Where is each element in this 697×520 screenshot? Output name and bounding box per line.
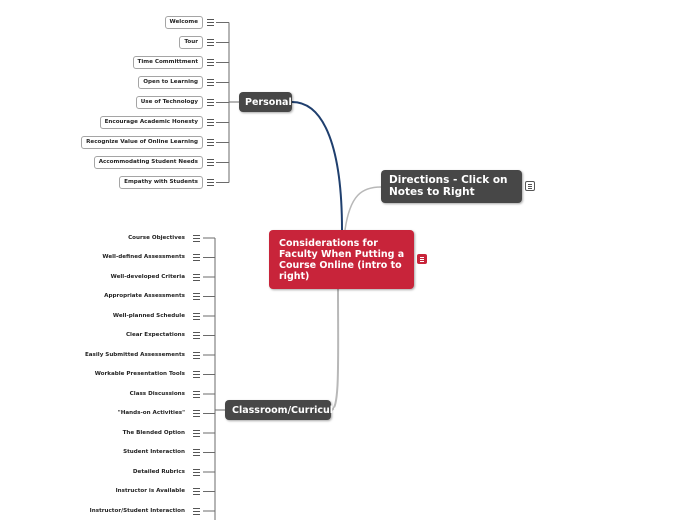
notes-icon[interactable] [207, 59, 214, 66]
central-topic-label: Considerations for Faculty When Putting a Course Online (intro to right) [279, 238, 405, 282]
personal-bus-line [229, 23, 239, 183]
classroom-item-well-planned-schedule[interactable]: Well-planned Schedule [112, 312, 185, 319]
notes-icon[interactable] [207, 39, 214, 46]
personal-item-encourage-academic-honesty[interactable]: Encourage Academic Honesty [100, 116, 203, 129]
notes-icon[interactable] [207, 19, 214, 26]
classroom-item-well-defined-assessments[interactable]: Well-defined Assessments [102, 254, 185, 260]
directions-notes-icon[interactable] [525, 181, 535, 191]
classroom-item-well-developed-criteria[interactable]: Well-developed Criteria [110, 273, 185, 280]
notes-icon[interactable] [193, 410, 200, 417]
notes-icon[interactable] [193, 235, 200, 242]
personal-item-tour[interactable]: Tour [179, 36, 203, 49]
classroom-item-easily-submitted-assessements[interactable]: Easily Submitted Assessements [84, 351, 185, 358]
notes-icon[interactable] [193, 391, 200, 398]
personal-topic[interactable] [239, 92, 292, 112]
notes-icon[interactable] [207, 139, 214, 146]
classroom-item-workable-presentation-tools[interactable]: Workable Presentation Tools [94, 371, 185, 377]
notes-icon[interactable] [207, 79, 214, 86]
directions-topic[interactable] [381, 170, 522, 203]
personal-item-use-of-technology[interactable]: Use of Technology [136, 96, 203, 109]
personal-topic-label: Personal [245, 97, 292, 108]
personal-leaf-links [216, 23, 239, 183]
classroom-leaf-links [203, 238, 225, 520]
classroom-item-student-interaction[interactable]: Student Interaction [123, 449, 185, 455]
notes-icon[interactable] [207, 179, 214, 186]
personal-item-recognize-value-of-online-learning[interactable]: Recognize Value of Online Learning [81, 136, 203, 149]
personal-item-open-to-learning[interactable]: Open to Learning [138, 76, 203, 89]
classroom-item-instructor-is-available[interactable]: Instructor is Available [115, 488, 185, 494]
notes-icon[interactable] [193, 332, 200, 339]
notes-icon[interactable] [193, 293, 200, 300]
notes-icon[interactable] [207, 119, 214, 126]
personal-item-empathy-with-students[interactable]: Empathy with Students [119, 176, 203, 189]
notes-icon[interactable] [193, 469, 200, 476]
central-notes-icon[interactable] [417, 254, 427, 264]
notes-icon[interactable] [193, 352, 200, 359]
central-topic[interactable] [269, 230, 414, 289]
link-central-directions [345, 187, 381, 230]
notes-icon[interactable] [193, 274, 200, 281]
notes-icon[interactable] [193, 449, 200, 456]
classroom-bus-line [215, 238, 225, 520]
classroom-topic-label: Classroom/Curricula [232, 405, 340, 416]
classroom-item-hands-on-activities[interactable]: "Hands-on Activities" [117, 410, 185, 416]
link-central-personal [292, 102, 342, 230]
notes-icon[interactable] [193, 254, 200, 261]
notes-icon[interactable] [193, 430, 200, 437]
notes-icon[interactable] [193, 313, 200, 320]
directions-topic-label: Directions - Click on Notes to Right [389, 174, 508, 198]
personal-item-time-committment[interactable]: Time Committment [133, 56, 203, 69]
personal-item-welcome[interactable]: Welcome [165, 16, 203, 29]
notes-icon[interactable] [193, 371, 200, 378]
classroom-item-class-discussions[interactable]: Class Discussions [129, 390, 185, 397]
personal-item-accommodating-student-needs[interactable]: Accommodating Student Needs [94, 156, 203, 169]
classroom-item-the-blended-option[interactable]: The Blended Option [122, 429, 185, 436]
classroom-item-instructor-student-interaction[interactable]: Instructor/Student Interaction [89, 507, 185, 514]
link-central-classroom [331, 289, 338, 410]
classroom-topic[interactable] [225, 400, 340, 420]
notes-icon[interactable] [207, 99, 214, 106]
classroom-item-course-objectives[interactable]: Course Objectives [128, 234, 185, 241]
classroom-item-clear-expectations[interactable]: Clear Expectations [125, 332, 185, 338]
notes-icon[interactable] [207, 159, 214, 166]
notes-icon[interactable] [193, 488, 200, 495]
classroom-item-detailed-rubrics[interactable]: Detailed Rubrics [132, 468, 185, 475]
notes-icon[interactable] [193, 508, 200, 515]
classroom-item-appropriate-assessments[interactable]: Appropriate Assessments [104, 293, 185, 299]
